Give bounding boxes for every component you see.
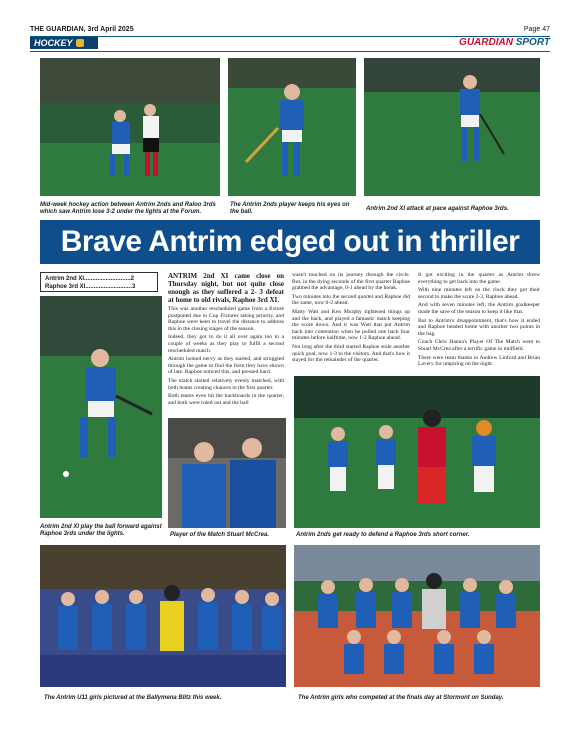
caption-top-left: Mid-week hockey action between Antrim 2nds and Raloo 3rds which saw Antrim lose 3-2 under the lights at the Forum.: [40, 202, 216, 215]
article-paragraph: The match started relatively evenly matched, with both teams creating chances in the first quarter.: [168, 377, 284, 391]
score-home: Antrim 2nd XI............................2: [45, 276, 135, 282]
photo-finals-day: [294, 545, 540, 687]
article-paragraph: There were team thanks to Andrew Linford and Brian Lavery for umpiring on the night.: [418, 354, 540, 368]
section-label-text: HOCKEY: [34, 38, 73, 48]
article-column-3: [418, 272, 540, 370]
article-lead: ANTRIM 2nd XI came close on Thursday night, but not quite close enough as they suffered a 2- 3 defeat at home to old rivals, Raphoe 3rd XI.: [168, 272, 284, 304]
article-column-2: [292, 272, 410, 366]
newspaper-date: THE GUARDIAN, 3rd April 2025: [30, 26, 134, 33]
photo-u11-girls: [40, 545, 286, 687]
photo-mid-middle: [168, 418, 286, 528]
caption-top-middle: The Antrim 2nds player keeps his eyes on the ball.: [230, 202, 350, 215]
photo-mid-right: [294, 376, 540, 528]
article-paragraph: Indeed, they got to do it all over again too in a couple of weeks as they play to fulfil a second rescheduled match.: [168, 334, 284, 354]
caption-mid-middle: Player of the Match Stuart McCrea.: [170, 532, 270, 538]
article-paragraph: Coach Chris Hanna's Player Of The Match went to Stuart McCrea after a terrific game in midfield.: [418, 339, 540, 352]
article-paragraph: Two minutes into the second quarter and Raphoe did the same, now 0-2 ahead.: [292, 293, 410, 307]
article-paragraph: It got exciting in the quarter as Antrim threw everything to get back into the game.: [418, 272, 540, 285]
caption-mid-left: Antrim 2nd XI play the ball forward against Raphoe 3rds under the lights.: [40, 524, 162, 537]
photo-bottom-left: [40, 545, 286, 687]
article-paragraph: Both teams even hit the backboards in the quarter, and both were ruled out and the ball: [168, 393, 284, 406]
article-paragraph: Antrim looked nervy as they started, and struggled through the game to find the form they have shown of late. Raphoe noticed this, and pressed hard.: [168, 356, 284, 376]
brand-logo: [459, 37, 550, 49]
article-paragraph: Not long after the third started Raphoe stole another quick goal, now 1-3 to the visitors. And that's how it stayed for the remainder of the quarter.: [292, 343, 410, 364]
photo-player-focus: [228, 58, 356, 196]
photo-top-middle: [228, 58, 356, 196]
photo-top-left: [40, 58, 220, 196]
brand-logo-a: GUARDIAN: [459, 37, 513, 48]
photo-top-right: [364, 58, 540, 196]
score-away: Raphoe 3rd XI............................3: [45, 284, 136, 290]
article-paragraph: With nine minutes left on the clock they got their second to make the score 2-3, Raphoe ahead.: [418, 287, 540, 300]
caption-bottom-left: The Antrim U11 girls pictured at the Ballymena Blitz this week.: [44, 695, 222, 701]
section-label: [30, 37, 98, 49]
article-paragraph: This was another rescheduled game from a fixture postponed due to Cup Fixtures taking priority, and Raphoe were keen to travel the distance to address this in the closing stages of the season.: [168, 306, 284, 332]
article-paragraph: Matty Watt and Ken Murphy tightened things up and the back, and played a fantastic match keeping the score down. And it was Watt that put Antrim back into contention when he pulled one back four minutes before halftime, now 1-2 Raphoe ahead.: [292, 308, 410, 342]
photo-short-corner: [294, 376, 540, 528]
article-paragraph: And with seven minutes left, the Antrim goalkeeper made the save of the season to keep it like that.: [418, 302, 540, 315]
hockey-stick-icon: [76, 39, 84, 47]
photo-attack: [364, 58, 540, 196]
photo-hockey-action: [40, 58, 220, 196]
article-paragraph: wasn't touched on its journey through the circle. But, in the dying seconds of the first quarter Raphoe grabbed the advantage, 0-1 ahead by the break.: [292, 272, 410, 292]
brand-logo-b: SPORT: [515, 37, 550, 48]
page-number: Page 47: [523, 26, 550, 33]
article-paragraph: But to Antrim's disappointment, that's how it ended and Raphoe headed home with another two points in the bag.: [418, 317, 540, 337]
photo-bottom-right: [294, 545, 540, 687]
caption-top-right: Antrim 2nd XI attack at pace against Raphoe 3rds.: [366, 206, 509, 212]
photo-player-of-match: [168, 418, 286, 528]
caption-mid-right: Antrim 2nds get ready to defend a Raphoe 3rds short corner.: [296, 532, 470, 538]
score-box: [40, 272, 158, 292]
photo-mid-left: [40, 296, 162, 518]
article-column-1: [168, 272, 284, 408]
caption-bottom-right: The Antrim girls who competed at the finals day at Stormont on Sunday.: [298, 695, 504, 701]
photo-play-forward: [40, 296, 162, 518]
article-headline: Brave Antrim edged out in thriller: [40, 220, 540, 264]
